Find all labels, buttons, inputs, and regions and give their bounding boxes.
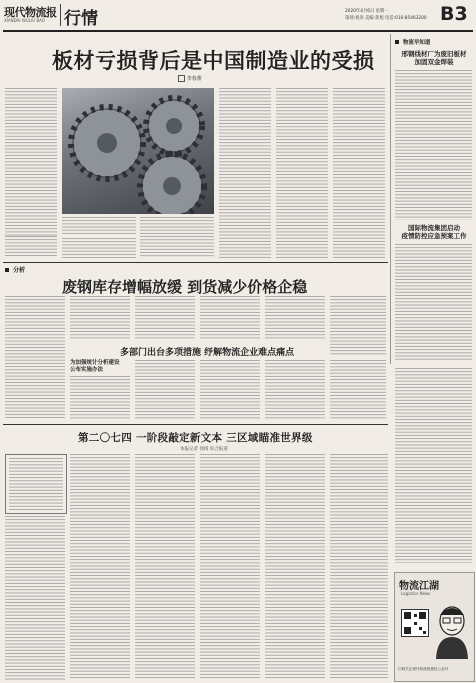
mid-col-10 xyxy=(265,360,325,420)
sidebar-headline-2 xyxy=(395,224,473,240)
bottom-intro-box xyxy=(5,454,67,514)
mid-col-8 xyxy=(135,360,195,420)
lead-col-7 xyxy=(333,88,385,258)
section-label xyxy=(5,265,25,274)
lead-col-2 xyxy=(5,236,57,256)
bottom-byline: 本报记者 徐扬 综合报道 xyxy=(180,447,228,452)
sidebar-headline-2b: 疫情防控应急预案工作 xyxy=(401,232,467,240)
masthead-editors: 策划:刘涛 美编:蒋旭 电话:010-85463200 xyxy=(345,16,427,21)
mid-col-6 xyxy=(330,296,386,356)
masthead-date: 2020年4月6日 星期一 xyxy=(345,9,389,14)
section-title: 行情 xyxy=(64,9,98,29)
ad-box xyxy=(394,572,475,682)
mid-box-title-2: 公布实施办法 xyxy=(70,367,104,373)
lead-photo-caption xyxy=(62,217,136,235)
sidebar-tag xyxy=(395,38,430,46)
mid-box-title-1: 为加强统计分析建设 xyxy=(70,360,120,366)
mid-col-4 xyxy=(200,296,260,340)
mid-col-2 xyxy=(70,296,130,340)
bottom-col-3 xyxy=(135,454,195,680)
qr-code-icon xyxy=(401,609,429,637)
sidebar-headline-2a: 国际物流集团启动 xyxy=(408,224,460,232)
sidebar-headline-1 xyxy=(395,50,473,66)
sidebar-headline-1a: 邢钢线材厂为废旧板材 xyxy=(401,50,467,58)
lead-col-6 xyxy=(276,88,328,258)
mid-title: 废钢库存增幅放缓 到货减少价格企稳 xyxy=(62,278,308,296)
sidebar-headline-1b: 加固双金焊装 xyxy=(414,58,454,66)
lead-title: 板材亏损背后是中国制造业的受损 xyxy=(52,48,375,73)
ad-brand: 物流江湖 xyxy=(399,581,439,592)
mid-col-9 xyxy=(200,360,260,420)
lead-col-5 xyxy=(219,88,271,258)
gears-icon xyxy=(62,88,214,214)
mid-subtitle: 多部门出台多项措施 纾解物流企业难点痛点 xyxy=(120,348,295,358)
masthead xyxy=(0,0,476,30)
mid-col-7 xyxy=(70,376,130,420)
bottom-col-6 xyxy=(330,454,388,680)
masthead-logo: 现代物流报 xyxy=(4,6,57,19)
lead-col-4 xyxy=(140,217,214,258)
bottom-rule xyxy=(3,424,388,425)
masthead-rule xyxy=(3,30,473,32)
lead-col-1 xyxy=(5,88,57,236)
mid-col-3 xyxy=(135,296,195,340)
lead-byline-text: 李春蕾 xyxy=(186,76,202,82)
tag-square-icon xyxy=(395,40,399,44)
page-number: B3 xyxy=(440,3,468,25)
bottom-col-4 xyxy=(200,454,260,680)
lead-photo xyxy=(62,88,214,214)
lead-col-3 xyxy=(62,238,136,258)
mid-box-title xyxy=(70,360,130,374)
mid-col-5 xyxy=(265,296,325,340)
section-label-text: 分析 xyxy=(13,267,26,274)
cartoon-avatar-icon xyxy=(433,603,471,659)
bottom-intro-text xyxy=(9,458,63,510)
byline-icon xyxy=(178,75,185,82)
mid-col-1 xyxy=(5,296,65,418)
ad-brand-en: Logistics News xyxy=(401,591,431,596)
sidebar-text-2 xyxy=(395,244,472,362)
ad-caption: 扫码关注现代物流报微信公众号 xyxy=(398,667,449,671)
section-rule xyxy=(3,262,388,263)
sidebar-text-1 xyxy=(395,70,472,220)
bottom-col-5 xyxy=(265,454,325,680)
right-col-lower xyxy=(395,368,472,563)
bottom-title: 第二〇七四 一阶段敲定新文本 三区域瞄准世界级 xyxy=(78,432,313,444)
masthead-sub: XIANDAI WULIU BAO xyxy=(4,18,45,23)
sidebar-divider xyxy=(390,34,391,364)
mid-col-11 xyxy=(330,360,386,420)
bottom-col-2 xyxy=(70,454,130,680)
lead-byline xyxy=(178,75,202,82)
sidebar-tag-text: 物流早知道 xyxy=(402,40,431,46)
bottom-col-1 xyxy=(5,516,65,680)
section-square-icon xyxy=(5,268,9,272)
masthead-divider xyxy=(60,4,61,26)
